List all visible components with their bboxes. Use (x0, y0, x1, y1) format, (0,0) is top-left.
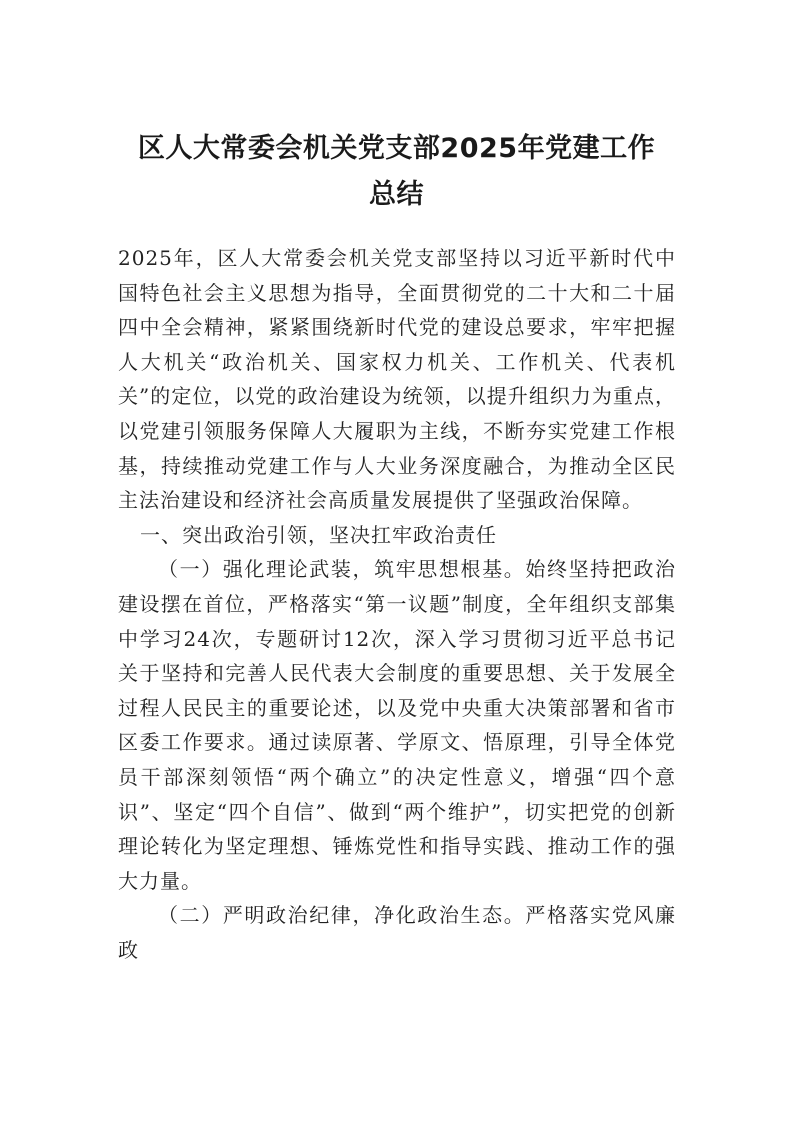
subsection-paragraph-2: （二）严明政治纪律，净化政治生态。严格落实党风廉政 (118, 903, 676, 962)
title-line-1: 区人大常委会机关党支部2025年党建工作 (137, 133, 656, 164)
document-body (118, 241, 676, 967)
document-title (110, 126, 683, 218)
section-heading-1: 一、突出政治引领，坚决扛牢政治责任 (140, 522, 497, 547)
title-line-2: 总结 (369, 179, 424, 210)
intro-paragraph: 2025年，区人大常委会机关党支部坚持以习近平新时代中国特色社会主义思想为指导，全面贯彻党的二十大和二十届四中全会精神，紧紧围绕新时代党的建设总要求，牢牢把握人大机关“政治机关、国家权力机关、工作机关、代表机关”的定位，以党的政治建设为统领，以提升组织力为重点，以党建引领服务保障人大履职为主线，不断夯实党建工作根基，持续推动党建工作与人大业务深度融合，为推动全区民主法治建设和经济社会高质量发展提供了坚强政治保障。 (118, 246, 676, 513)
subsection-paragraph-1: （一）强化理论武装，筑牢思想根基。始终坚持把政治建设摆在首位，严格落实“第一议题”制度，全年组织支部集中学习24次，专题研讨12次，深入学习贯彻习近平总书记关于坚持和完善人民代表大会制度的重要思想、关于发展全过程人民民主的重要论述，以及党中央重大决策部署和省市区委工作要求。通过读原著、学原文、悟原理，引导全体党员干部深刻领悟“两个确立”的决定性意义，增强“四个意识”、坚定“四个自信”、做到“两个维护”，切实把党的创新理论转化为坚定理想、锤炼党性和指导实践、推动工作的强大力量。 (118, 557, 676, 893)
